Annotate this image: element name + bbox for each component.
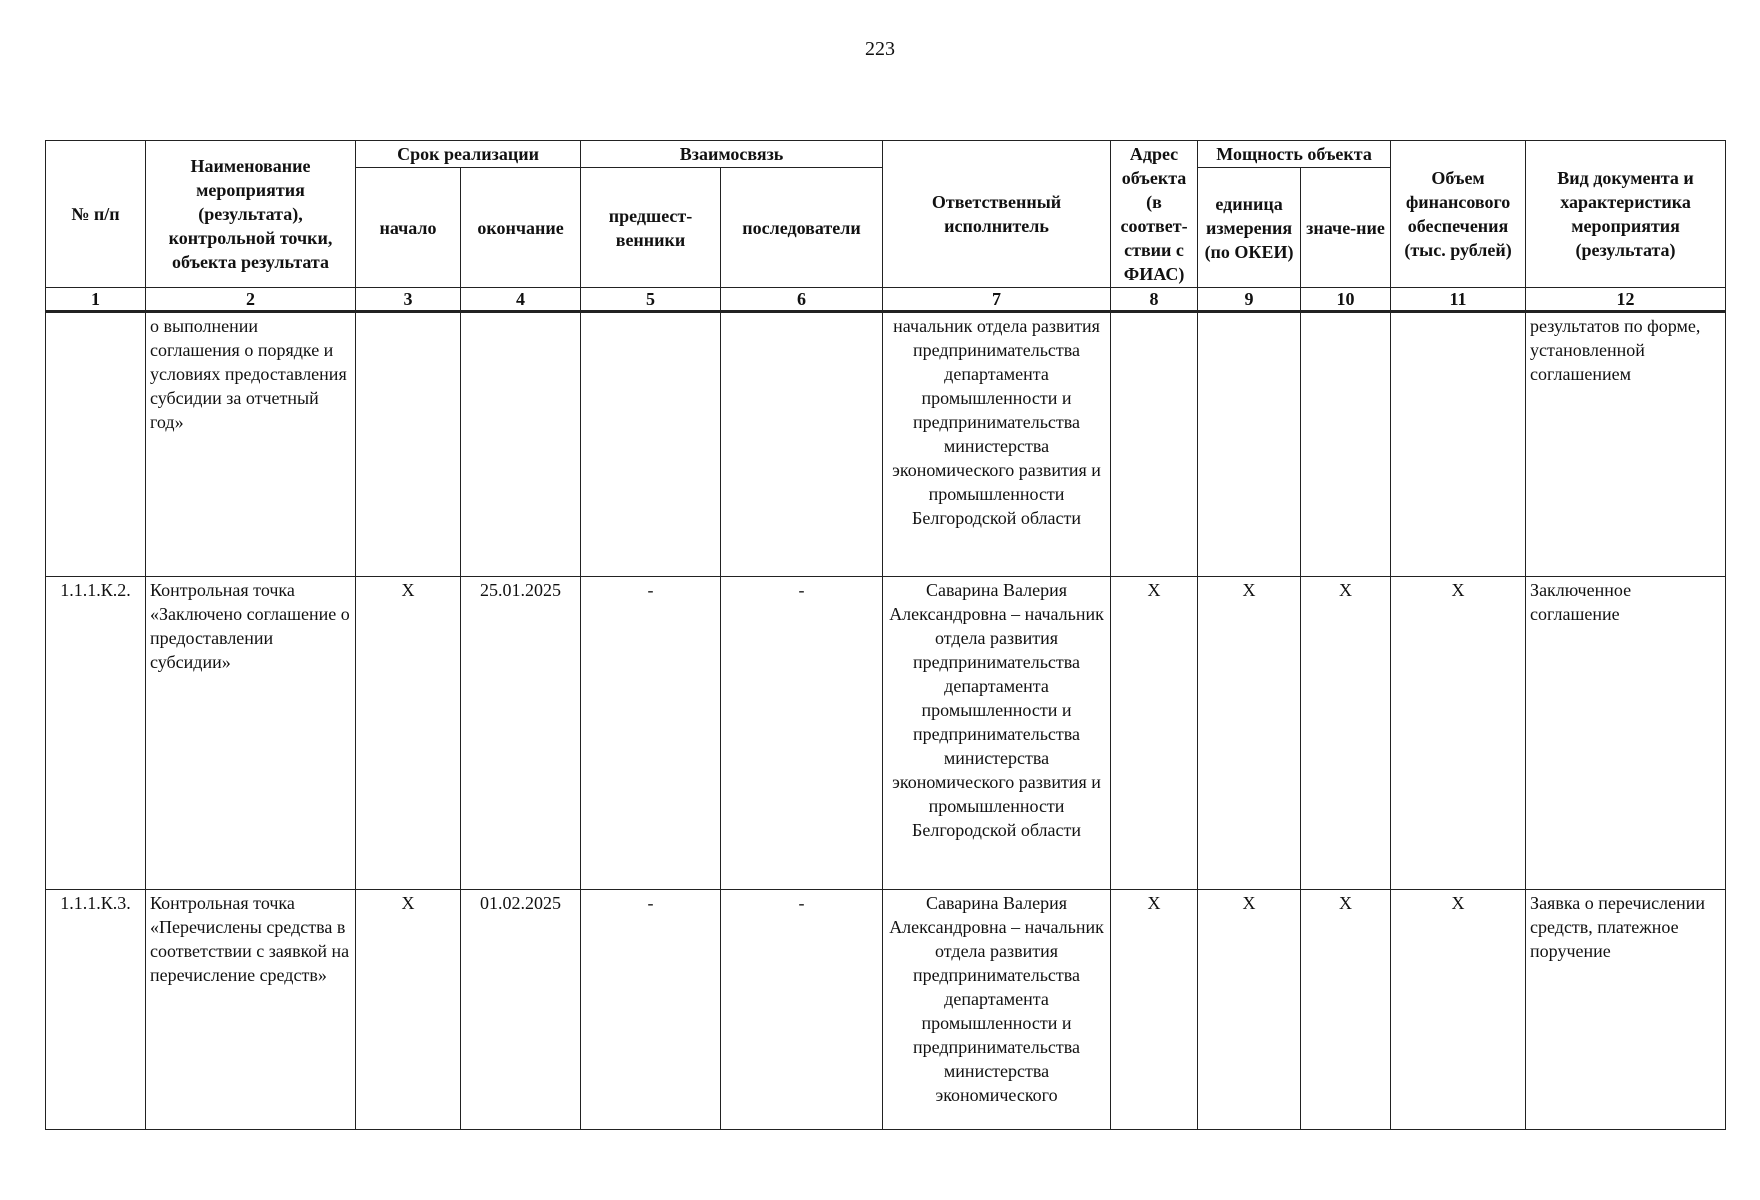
cell-name: Контрольная точка «Перечислены средства в соответствии с заявкой на перечисление средств» xyxy=(146,890,356,1130)
header-num: № п/п xyxy=(46,141,146,288)
column-number: 6 xyxy=(721,288,883,312)
cell-address: X xyxy=(1111,890,1198,1130)
cell-start xyxy=(356,312,461,577)
table-header xyxy=(46,141,1726,288)
column-number: 5 xyxy=(581,288,721,312)
cell-name: о выполнении соглашения о порядке и условиях предоставления субсидии за отчетный год» xyxy=(146,312,356,577)
cell-successors: - xyxy=(721,890,883,1130)
cell-start: X xyxy=(356,890,461,1130)
column-number-row xyxy=(46,288,1726,312)
header-term-start: начало xyxy=(356,168,461,288)
header-term-end: окончание xyxy=(461,168,581,288)
cell-doc: результатов по форме, установленной соглашением xyxy=(1526,312,1726,577)
cell-end xyxy=(461,312,581,577)
header-finance: Объем финансового обеспечения (тыс. рублей) xyxy=(1391,141,1526,288)
header-value: значе-ние xyxy=(1301,168,1391,288)
cell-predecessors xyxy=(581,312,721,577)
cell-finance xyxy=(1391,312,1526,577)
cell-address: X xyxy=(1111,577,1198,890)
header-unit: единица измерения (по ОКЕИ) xyxy=(1198,168,1301,288)
header-relation: Взаимосвязь xyxy=(581,141,883,168)
column-number: 2 xyxy=(146,288,356,312)
table-row xyxy=(46,577,1726,890)
cell-unit: X xyxy=(1198,890,1301,1130)
column-number: 11 xyxy=(1391,288,1526,312)
cell-finance: X xyxy=(1391,890,1526,1130)
table-row xyxy=(46,890,1726,1130)
cell-value xyxy=(1301,312,1391,577)
header-responsible: Ответственный исполнитель xyxy=(883,141,1111,288)
cell-unit: X xyxy=(1198,577,1301,890)
header-term: Срок реализации xyxy=(356,141,581,168)
cell-end: 25.01.2025 xyxy=(461,577,581,890)
cell-predecessors: - xyxy=(581,577,721,890)
cell-responsible: Саварина Валерия Александровна – начальник отдела развития предпринимательства департамента промышленности и предпринимательства министерства экономического xyxy=(883,890,1111,1130)
cell-end: 01.02.2025 xyxy=(461,890,581,1130)
column-number: 10 xyxy=(1301,288,1391,312)
header-successors: последователи xyxy=(721,168,883,288)
cell-doc: Заявка о перечислении средств, платежное поручение xyxy=(1526,890,1726,1130)
cell-successors xyxy=(721,312,883,577)
cell-num: 1.1.1.К.3. xyxy=(46,890,146,1130)
column-number: 4 xyxy=(461,288,581,312)
cell-name: Контрольная точка «Заключено соглашение о предоставлении субсидии» xyxy=(146,577,356,890)
page-number: 223 xyxy=(865,38,895,60)
cell-doc: Заключенное соглашение xyxy=(1526,577,1726,890)
cell-value: X xyxy=(1301,890,1391,1130)
column-number: 8 xyxy=(1111,288,1198,312)
cell-num xyxy=(46,312,146,577)
cell-num: 1.1.1.К.2. xyxy=(46,577,146,890)
table-row xyxy=(46,312,1726,577)
header-address: Адрес объекта (в соответ-ствии с ФИАС) xyxy=(1111,141,1198,288)
column-number: 7 xyxy=(883,288,1111,312)
header-doc: Вид документа и характеристика мероприятия (результата) xyxy=(1526,141,1726,288)
table-body xyxy=(46,288,1726,1130)
cell-finance: X xyxy=(1391,577,1526,890)
column-number: 3 xyxy=(356,288,461,312)
cell-value: X xyxy=(1301,577,1391,890)
header-capacity: Мощность объекта xyxy=(1198,141,1391,168)
cell-unit xyxy=(1198,312,1301,577)
cell-responsible: начальник отдела развития предпринимательства департамента промышленности и предпринимательства министерства экономического развития и промышленности Белгородской области xyxy=(883,312,1111,577)
column-number: 9 xyxy=(1198,288,1301,312)
cell-responsible: Саварина Валерия Александровна – начальник отдела развития предпринимательства департамента промышленности и предпринимательства министерства экономического развития и промышленности Белгородской области xyxy=(883,577,1111,890)
header-name: Наименование мероприятия (результата), контрольной точки, объекта результата xyxy=(146,141,356,288)
cell-start: X xyxy=(356,577,461,890)
column-number: 12 xyxy=(1526,288,1726,312)
header-predecessors: предшест-венники xyxy=(581,168,721,288)
cell-predecessors: - xyxy=(581,890,721,1130)
implementation-plan-table xyxy=(45,140,1726,1130)
column-number: 1 xyxy=(46,288,146,312)
cell-successors: - xyxy=(721,577,883,890)
cell-address xyxy=(1111,312,1198,577)
